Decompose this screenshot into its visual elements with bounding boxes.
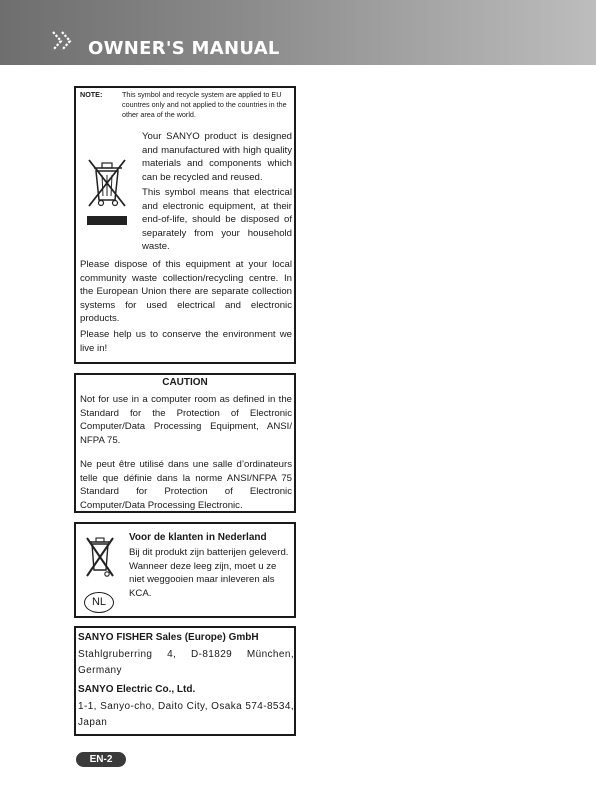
double-chevron-icon xyxy=(50,28,76,54)
para-conserve: Please help us to conserve the environment we live in! xyxy=(80,329,292,354)
nl-title: Voor de klanten in Nederland xyxy=(129,532,267,543)
para-symbol-meaning: This symbol means that electrical and electronic equipment, at their end-of-life, should be disposed of separately from your household waste. xyxy=(142,187,292,253)
company-europe: SANYO FISHER Sales (Europe) GmbH xyxy=(78,632,259,643)
manual-title: OWNER'S MANUAL xyxy=(88,38,280,59)
crossed-bin-icon xyxy=(85,534,115,582)
page-number: EN-2 xyxy=(76,752,126,767)
caution-english: Not for use in a computer room as defined in the Standard for the Protection of Electronic Computer/Data Processing Equipment, ANSI/ NFPA 75. xyxy=(80,394,292,446)
caution-title: CAUTION xyxy=(162,377,208,388)
sanyo-address-box xyxy=(74,626,296,736)
crossed-bin-icon xyxy=(85,154,129,232)
page-header xyxy=(0,0,596,65)
netherlands-box xyxy=(74,522,296,618)
caution-french: Ne peut être utilisé dans une salle d’ordinateurs telle que définie dans la norme ANSI/NFPA 75 Standard for Protection of Electronic Computer/Data Processing Electronic. xyxy=(80,459,292,511)
weee-notice-box xyxy=(74,86,296,364)
address-europe: Stahlgruberring 4, D-81829 München, Germany xyxy=(78,649,294,676)
caution-box xyxy=(74,373,296,513)
para-designed: Your SANYO product is designed and manufactured with high quality materials and components which can be recycled and reused. xyxy=(142,131,292,183)
note xyxy=(80,90,292,120)
nl-text: Bij dit produkt zijn batterijen geleverd. Wanneer deze leeg zijn, moet u ze niet weggooien maar inleveren als KCA. xyxy=(129,547,289,599)
address-japan: 1-1, Sanyo-cho, Daito City, Osaka 574-8534, Japan xyxy=(78,701,294,728)
nl-badge: NL xyxy=(84,592,114,613)
company-japan: SANYO Electric Co., Ltd. xyxy=(78,684,196,695)
note-label: NOTE: xyxy=(80,90,103,99)
para-dispose: Please dispose of this equipment at your local community waste collection/recycling centre. In the European Union there are separate collection systems for used electrical and electronic products. xyxy=(80,259,292,325)
note-text: This symbol and recycle system are applied to EU countres only and not applied to the countries in the other area of the world. xyxy=(122,90,287,119)
